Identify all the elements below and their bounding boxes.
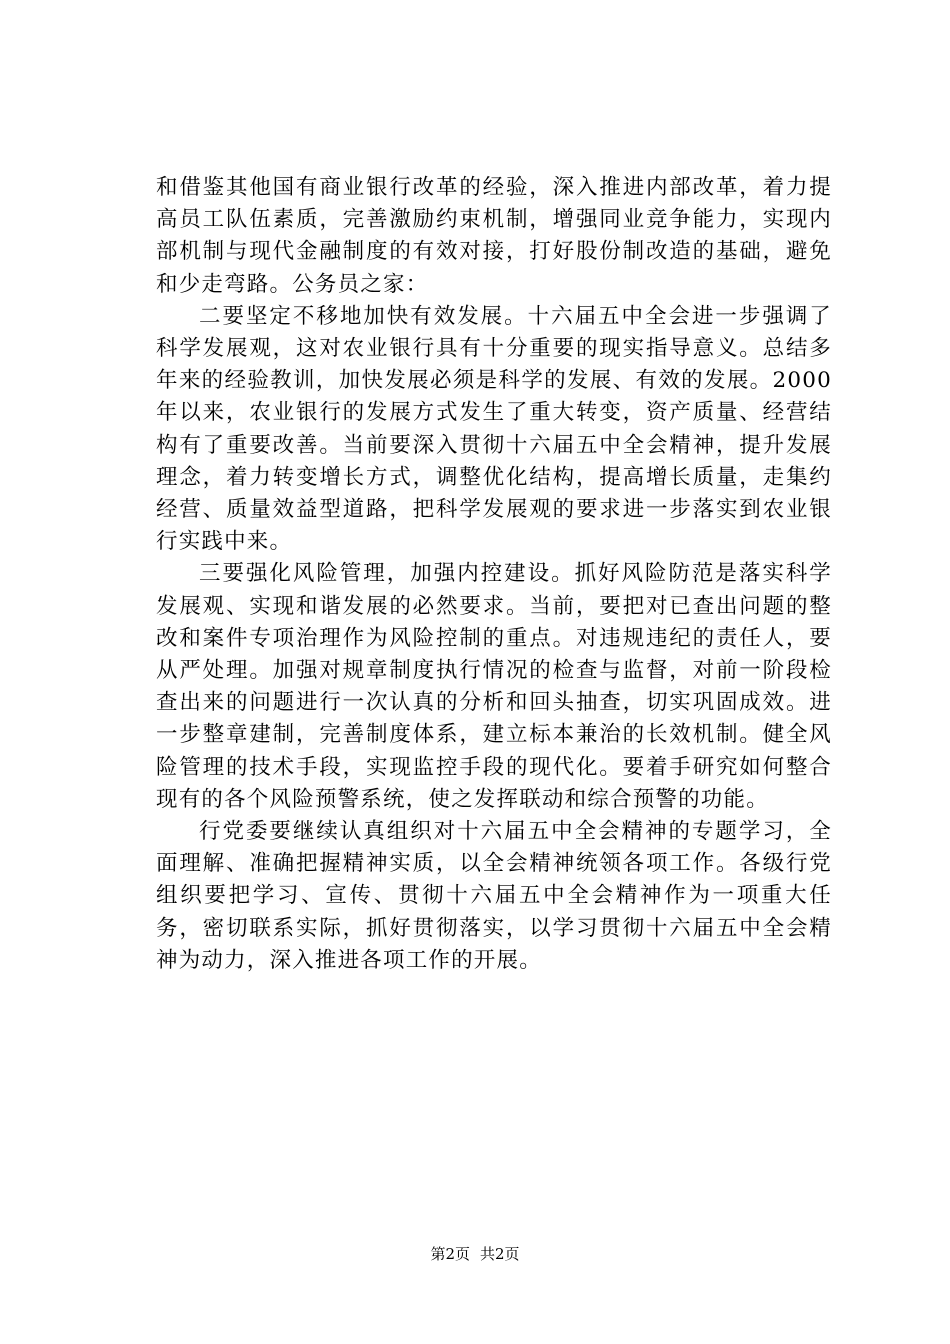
page-number: 第2页 bbox=[430, 1245, 470, 1263]
page-total: 共2页 bbox=[480, 1245, 520, 1263]
page-footer bbox=[0, 1244, 950, 1264]
paragraph-2: 二要坚定不移地加快有效发展。十六届五中全会进一步强调了科学发展观，这对农业银行具有十分重要的现实指导意义。总结多年来的经验教训，加快发展必须是科学的发展、有效的发展。2000年以来，农业银行的发展方式发生了重大转变，资产质量、经营结构有了重要改善。当前要深入贯彻十六届五中全会精神，提升发展理念，着力转变增长方式，调整优化结构，提高增长质量，走集约经营、质量效益型道路，把科学发展观的要求进一步落实到农业银行实践中来。 bbox=[156, 303, 832, 555]
paragraph-3: 三要强化风险管理，加强内控建设。抓好风险防范是落实科学发展观、实现和谐发展的必然要求。当前，要把对已查出问题的整改和案件专项治理作为风险控制的重点。对违规违纪的责任人，要从严处理。加强对规章制度执行情况的检查与监督，对前一阶段检查出来的问题进行一次认真的分析和回头抽查，切实巩固成效。进一步整章建制，完善制度体系，建立标本兼治的长效机制。健全风险管理的技术手段，实现监控手段的现代化。要着手研究如何整合现有的各个风险预警系统，使之发挥联动和综合预警的功能。 bbox=[156, 561, 832, 812]
paragraph-4: 行党委要继续认真组织对十六届五中全会精神的专题学习，全面理解、准确把握精神实质，以全会精神统领各项工作。各级行党组织要把学习、宣传、贯彻十六届五中全会精神作为一项重大任务，密切联系实际，抓好贯彻落实，以学习贯彻十六届五中全会精神为动力，深入推进各项工作的开展。 bbox=[156, 819, 832, 973]
document-body bbox=[156, 172, 832, 977]
paragraph-1: 和借鉴其他国有商业银行改革的经验，深入推进内部改革，着力提高员工队伍素质，完善激励约束机制，增强同业竞争能力，实现内部机制与现代金融制度的有效对接，打好股份制改造的基础，避免和少走弯路。公务员之家： bbox=[156, 175, 832, 297]
